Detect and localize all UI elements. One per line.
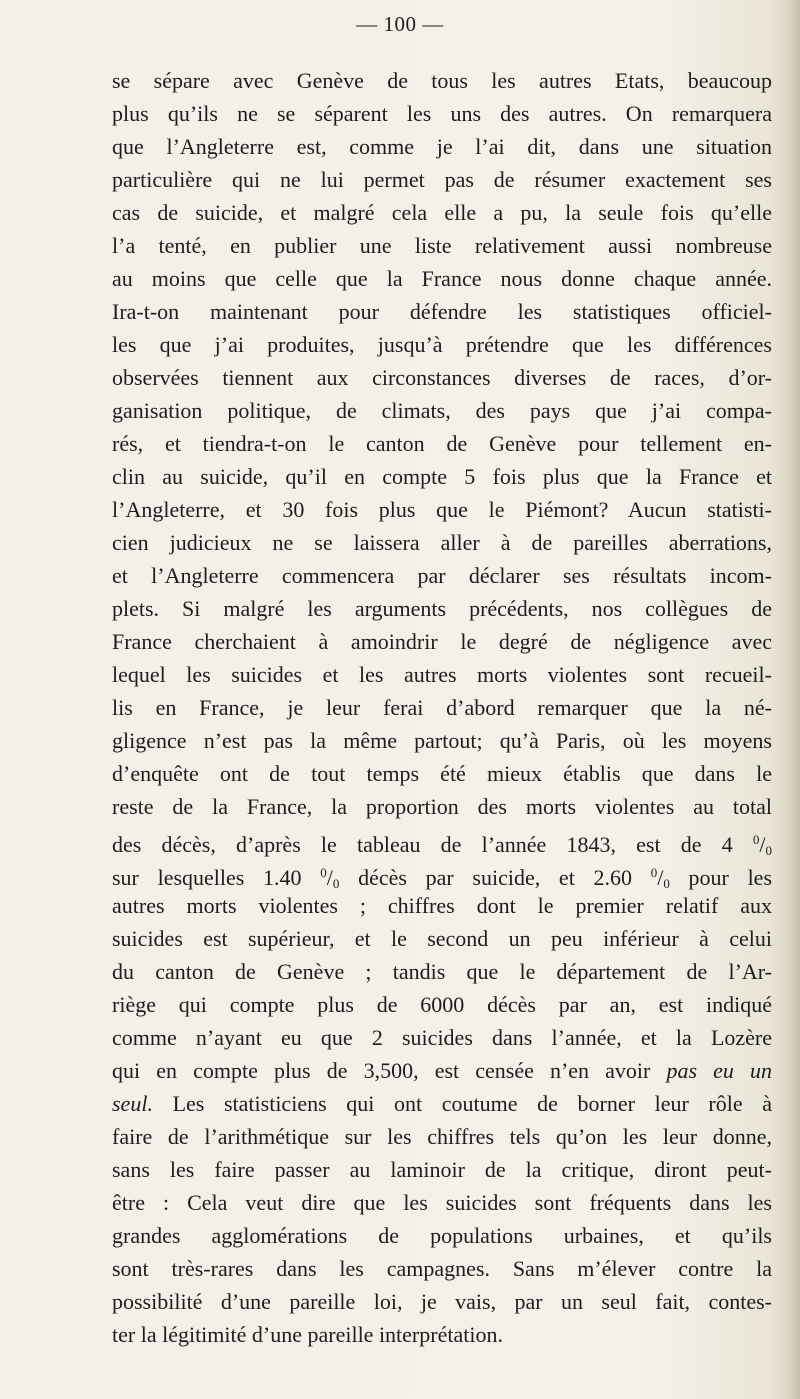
text-line: particulière qui ne lui permet pas de résumer exactement ses bbox=[112, 167, 772, 192]
text-line: Ira-t-on maintenant pour défendre les statistiques officiel- bbox=[112, 299, 772, 324]
text-fragment: décès par suicide, et 2.60 bbox=[358, 865, 633, 890]
text-line: autres morts violentes ; chiffres dont le premier relatif aux bbox=[112, 893, 772, 918]
text-fragment: Les statisticiens qui ont coutume de borner leur rôle à bbox=[172, 1091, 773, 1116]
text-line: France cherchaient à amoindrir le degré de négligence avec bbox=[112, 629, 772, 654]
text-line: se sépare avec Genève de tous les autres Etats, beaucoup bbox=[112, 68, 772, 93]
text-line: sont très-rares dans les campagnes. Sans m’élever contre la bbox=[112, 1256, 772, 1281]
italic-fragment: seul. bbox=[112, 1091, 153, 1116]
text-line: les que j’ai produites, jusqu’à prétendre que les différences bbox=[112, 332, 772, 357]
italic-fragment: pas eu un bbox=[666, 1058, 773, 1083]
text-line: du canton de Genève ; tandis que le département de l’Ar- bbox=[112, 959, 772, 984]
text-line: plets. Si malgré les arguments précédents, nos collègues de bbox=[112, 596, 772, 621]
text-line: suicides est supérieur, et le second un peu inférieur à celui bbox=[112, 926, 772, 951]
text-line-italic bbox=[112, 1087, 772, 1120]
text-fragment: qui en compte plus de 3,500, est censée n’en avoir bbox=[112, 1058, 651, 1083]
percent-sup: 0 bbox=[320, 865, 327, 880]
text-line: lequel les suicides et les autres morts violentes sont recueil- bbox=[112, 662, 772, 687]
text-line: cien judicieux ne se laissera aller à de pareilles aberrations, bbox=[112, 530, 772, 555]
text-line: comme n’ayant eu que 2 suicides dans l’année, et la Lozère bbox=[112, 1025, 772, 1050]
text-fragment: pour les bbox=[688, 865, 773, 890]
percent-sub: 0 bbox=[663, 876, 670, 891]
text-line: observées tiennent aux circonstances diverses de races, d’or- bbox=[112, 365, 772, 390]
text-line-italic bbox=[112, 1054, 772, 1087]
body-text bbox=[112, 64, 772, 1351]
percent-sub: 0 bbox=[765, 843, 772, 858]
text-line: possibilité d’une pareille loi, je vais, par un seul fait, contes- bbox=[112, 1289, 772, 1314]
text-line: l’a tenté, en publier une liste relativement aussi nombreuse bbox=[112, 233, 772, 258]
text-fragment: des décès, d’après le tableau de l’année 1843, est de 4 bbox=[112, 832, 733, 857]
text-line: l’Angleterre, et 30 fois plus que le Piémont? Aucun statisti- bbox=[112, 497, 772, 522]
text-line-percent: des décès, d’après le tableau de l’année 1843, est de 4 $^0/_0$ bbox=[112, 832, 772, 858]
text-line: faire de l’arithmétique sur les chiffres tels qu’on les leur donne, bbox=[112, 1124, 772, 1149]
text-line-percent: sur lesquelles 1.40 $^0/_0$ décès par suicide, et 2.60 $^0/_0$ pour les bbox=[112, 865, 773, 891]
text-line: ganisation politique, de climats, des pays que j’ai compa- bbox=[112, 398, 772, 423]
text-line: clin au suicide, qu’il en compte 5 fois plus que la France et bbox=[112, 464, 772, 489]
text-fragment: sur lesquelles 1.40 bbox=[112, 865, 302, 890]
text-line-last: ter la légitimité d’une pareille interprétation. bbox=[112, 1322, 503, 1347]
page-edge-shadow bbox=[786, 0, 800, 1399]
text-line: rés, et tiendra-t-on le canton de Genève pour tellement en- bbox=[112, 431, 772, 456]
text-line: gligence n’est pas la même partout; qu’à Paris, où les moyens bbox=[112, 728, 772, 753]
text-line: grandes agglomérations de populations urbaines, et qu’ils bbox=[112, 1223, 772, 1248]
percent-sup: 0 bbox=[650, 865, 658, 880]
text-line: lis en France, je leur ferai d’abord remarquer que la né- bbox=[112, 695, 772, 720]
text-line: sans les faire passer au laminoir de la critique, diront peut- bbox=[112, 1157, 772, 1182]
text-line: que l’Angleterre est, comme je l’ai dit, dans une situation bbox=[112, 134, 772, 159]
text-line: être : Cela veut dire que les suicides sont fréquents dans les bbox=[112, 1190, 772, 1215]
percent-sup: 0 bbox=[752, 832, 760, 847]
text-line: au moins que celle que la France nous donne chaque année. bbox=[112, 266, 772, 291]
text-line: et l’Angleterre commencera par déclarer ses résultats incom- bbox=[112, 563, 772, 588]
text-line: plus qu’ils ne se séparent les uns des autres. On remarquera bbox=[112, 101, 772, 126]
text-line: riège qui compte plus de 6000 décès par an, est indiqué bbox=[112, 992, 772, 1017]
text-line: cas de suicide, et malgré cela elle a pu, la seule fois qu’elle bbox=[112, 200, 772, 225]
percent-sub: 0 bbox=[332, 876, 340, 891]
text-line: reste de la France, la proportion des morts violentes au total bbox=[112, 794, 772, 819]
text-line: d’enquête ont de tout temps été mieux établis que dans le bbox=[112, 761, 772, 786]
page-number-header: — 100 — bbox=[356, 12, 444, 36]
